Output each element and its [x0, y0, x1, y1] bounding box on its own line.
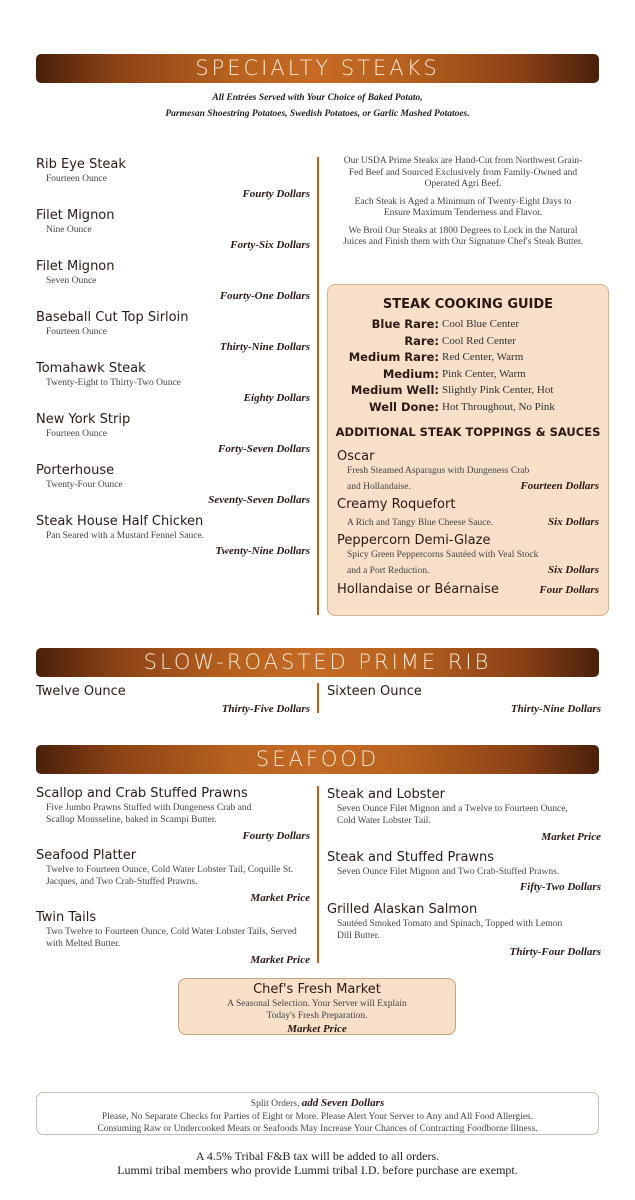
- item-price: Seventy-Seven Dollars: [208, 494, 310, 506]
- menu-item: [36, 910, 310, 967]
- item-price: Eighty Dollars: [243, 392, 310, 404]
- item-desc: Seven Ounce Filet Mignon and Two Crab-Stuffed Prawns.: [337, 867, 560, 877]
- split-label: Split Orders,: [250, 1099, 300, 1109]
- menu-item: [327, 787, 601, 844]
- item-desc: Nine Ounce: [46, 225, 92, 235]
- doneness-desc: Hot Throughout, No Pink: [442, 400, 555, 413]
- topping-price: Fourteen Dollars: [520, 480, 599, 492]
- item-desc: Fourteen Ounce: [46, 327, 107, 337]
- topping-name: Oscar: [337, 449, 375, 464]
- item-price: Fourty Dollars: [242, 188, 310, 200]
- item-desc: Twenty-Four Ounce: [46, 480, 123, 490]
- menu-item: [327, 850, 601, 894]
- item-name: Chef's Fresh Market: [253, 982, 381, 997]
- item-name: Rib Eye Steak: [36, 157, 126, 172]
- item-desc: Fourteen Ounce: [46, 174, 107, 184]
- menu-item: [36, 310, 310, 354]
- item-desc: Seven Ounce Filet Mignon and a Twelve to Fourteen Ounce, Cold Water Lobster Tail.: [337, 804, 568, 826]
- menu-item: [36, 514, 310, 558]
- item-name: Baseball Cut Top Sirloin: [36, 310, 189, 325]
- menu-item: [36, 412, 310, 456]
- column-divider: [317, 157, 319, 615]
- menu-item: [327, 902, 601, 959]
- item-price: Fourty Dollars: [242, 830, 310, 842]
- intro-paragraph: Each Steak is Aged a Minimum of Twenty-Eight Days to Ensure Maximum Tenderness and Flavor.: [354, 196, 572, 218]
- topping-name: Creamy Roquefort: [337, 497, 456, 512]
- policy-line: Please, No Separate Checks for Parties of Eight or More. Please Alert Your Server to Any and All Food Allergies.: [101, 1111, 534, 1122]
- guide-row: [330, 399, 608, 416]
- guide-row: [330, 316, 608, 333]
- guide-row: [330, 366, 608, 383]
- item-desc: Seven Ounce: [46, 276, 97, 286]
- intro-paragraph: Our USDA Prime Steaks are Hand-Cut from Northwest Grain-Fed Beef and Sourced Exclusively from Family-Owned and Operated Agri Beef.: [343, 156, 583, 189]
- allergy-warning: Consuming Raw or Undercooked Meats or Seafoods May Increase Your Chances of Contracting Foodborne Illness.: [97, 1124, 538, 1134]
- toppings-title: ADDITIONAL STEAK TOPPINGS & SAUCES: [335, 425, 601, 439]
- item-price: Forty-Seven Dollars: [218, 443, 310, 455]
- item-desc: Fourteen Ounce: [46, 429, 107, 439]
- topping-name: Peppercorn Demi-Glaze: [337, 533, 491, 548]
- item-price: Forty-Six Dollars: [230, 239, 310, 251]
- seafood-banner: SEAFOOD: [36, 745, 599, 774]
- doneness: Blue Rare:: [371, 317, 439, 331]
- menu-item: [36, 848, 310, 905]
- menu-item: [36, 684, 310, 716]
- column-divider: [317, 786, 319, 963]
- subtitle-line: All Entrées Served with Your Choice of Baked Potato,: [212, 93, 423, 103]
- doneness-desc: Cool Red Center: [442, 334, 516, 347]
- item-name: New York Strip: [36, 412, 131, 427]
- item-price: Market Price: [250, 954, 310, 966]
- doneness-desc: Cool Blue Center: [442, 318, 519, 330]
- topping-name: Hollandaise or Béarnaise: [337, 582, 499, 597]
- menu-item: [36, 463, 310, 507]
- menu-item: [36, 259, 310, 303]
- item-price: Fifty-Two Dollars: [519, 881, 601, 893]
- doneness-desc: Slightly Pink Center, Hot: [442, 384, 554, 396]
- item-name: Steak House Half Chicken: [36, 514, 204, 529]
- doneness: Medium Well:: [350, 383, 439, 397]
- topping-desc: Fresh Steamed Asparagus with Dungeness Crab: [347, 466, 530, 476]
- doneness-desc: Pink Center, Warm: [442, 367, 526, 380]
- cooking-guide-title: STEAK COOKING GUIDE: [382, 297, 554, 312]
- tax-exemption-notice: Lummi tribal members who provide Lummi tribal I.D. before purchase are exempt.: [117, 1163, 518, 1177]
- item-name: Steak and Lobster: [327, 787, 445, 802]
- item-name: Filet Mignon: [36, 259, 115, 274]
- doneness: Medium Rare:: [348, 350, 439, 364]
- topping-item: [337, 533, 599, 577]
- cooking-guide-list: [328, 316, 608, 415]
- intro-paragraph: We Broil Our Steaks at 1800 Degrees to Lock in the Natural Juices and Finish them with Our Signature Chef's Steak Butter.: [343, 225, 583, 247]
- item-desc: Pan Seared with a Mustard Fennel Sauce.: [46, 531, 205, 541]
- menu-item: [327, 684, 601, 716]
- item-name: Grilled Alaskan Salmon: [327, 902, 478, 917]
- specialty-steaks-banner: SPECIALTY STEAKS: [36, 54, 599, 83]
- topping-desc: and Hollandaise.: [347, 482, 411, 492]
- column-divider: [317, 683, 319, 713]
- topping-desc: Spicy Green Peppercorns Sautéed with Veal Stock: [347, 550, 539, 560]
- steak-intro: [343, 156, 583, 255]
- subtitle-line: Parmesan Shoestring Potatoes, Swedish Potatoes, or Garlic Mashed Potatoes.: [165, 109, 470, 119]
- item-name: Seafood Platter: [36, 848, 137, 863]
- topping-price: Six Dollars: [547, 564, 599, 576]
- topping-desc: A Rich and Tangy Blue Cheese Sauce.: [347, 518, 494, 528]
- item-desc: Two Twelve to Fourteen Ounce, Cold Water Lobster Tails, Served with Melted Butter.: [46, 927, 297, 949]
- doneness: Well Done:: [369, 399, 439, 414]
- menu-item: [36, 157, 310, 201]
- topping-desc: and a Port Reduction.: [347, 566, 430, 576]
- menu-item: [36, 786, 310, 843]
- item-name: Tomahawk Steak: [36, 361, 146, 376]
- item-name: Twin Tails: [36, 910, 97, 925]
- item-name: Scallop and Crab Stuffed Prawns: [36, 786, 248, 801]
- cooking-guide-box: [327, 284, 609, 616]
- toppings-list: [328, 449, 608, 598]
- guide-row: [330, 349, 608, 366]
- steaks-subtitle: [0, 90, 635, 122]
- item-price: Twenty-Nine Dollars: [215, 545, 310, 557]
- prime-rib-banner: SLOW-ROASTED PRIME RIB: [36, 648, 599, 677]
- split-orders-line: [37, 1097, 598, 1111]
- doneness: Medium:: [382, 366, 439, 381]
- item-price: Market Price: [250, 892, 310, 904]
- tax-notice: A 4.5% Tribal F&B tax will be added to all orders.: [195, 1149, 440, 1163]
- chefs-fresh-market-box: [178, 978, 456, 1035]
- item-desc: Twenty-Eight to Thirty-Two Ounce: [46, 378, 181, 388]
- guide-row: [330, 382, 608, 399]
- policy-notice-box: [36, 1092, 599, 1135]
- menu-item: [36, 208, 310, 252]
- topping-item: [337, 497, 599, 529]
- split-price: add Seven Dollars: [301, 1097, 385, 1109]
- item-name: Twelve Ounce: [36, 684, 126, 699]
- item-price: Fourty-One Dollars: [219, 290, 310, 302]
- menu-item: [36, 361, 310, 405]
- topping-item: [337, 449, 599, 493]
- item-desc: Twelve to Fourteen Ounce, Cold Water Lobster Tail, Coquille St. Jacques, and Two Crab-Stuffed Prawns.: [46, 865, 294, 887]
- item-price: Market Price: [541, 831, 601, 843]
- topping-price: Six Dollars: [547, 516, 599, 528]
- item-desc: Today's Fresh Preparation.: [266, 1011, 368, 1021]
- item-name: Sixteen Ounce: [327, 684, 422, 699]
- topping-price: Four Dollars: [539, 584, 599, 596]
- item-price: Thirty-Four Dollars: [509, 946, 601, 958]
- doneness: Rare:: [404, 333, 439, 348]
- item-desc: Sautéed Smoked Tomato and Spinach, Topped with Lemon Dill Butter.: [337, 919, 563, 941]
- item-price: Thirty-Nine Dollars: [510, 703, 601, 715]
- guide-row: [330, 333, 608, 350]
- item-price: Thirty-Nine Dollars: [219, 341, 310, 353]
- item-price: Market Price: [287, 1023, 347, 1035]
- item-name: Filet Mignon: [36, 208, 115, 223]
- item-price: Thirty-Five Dollars: [221, 703, 310, 715]
- item-desc: Five Jumbo Prawns Stuffed with Dungeness Crab and Scallop Mousseline, baked in Scampi Butter.: [46, 803, 252, 825]
- doneness-desc: Red Center, Warm: [442, 351, 524, 363]
- topping-item: [337, 581, 599, 598]
- item-desc: A Seasonal Selection. Your Server will Explain: [227, 999, 407, 1009]
- item-name: Porterhouse: [36, 463, 115, 478]
- item-name: Steak and Stuffed Prawns: [327, 850, 495, 865]
